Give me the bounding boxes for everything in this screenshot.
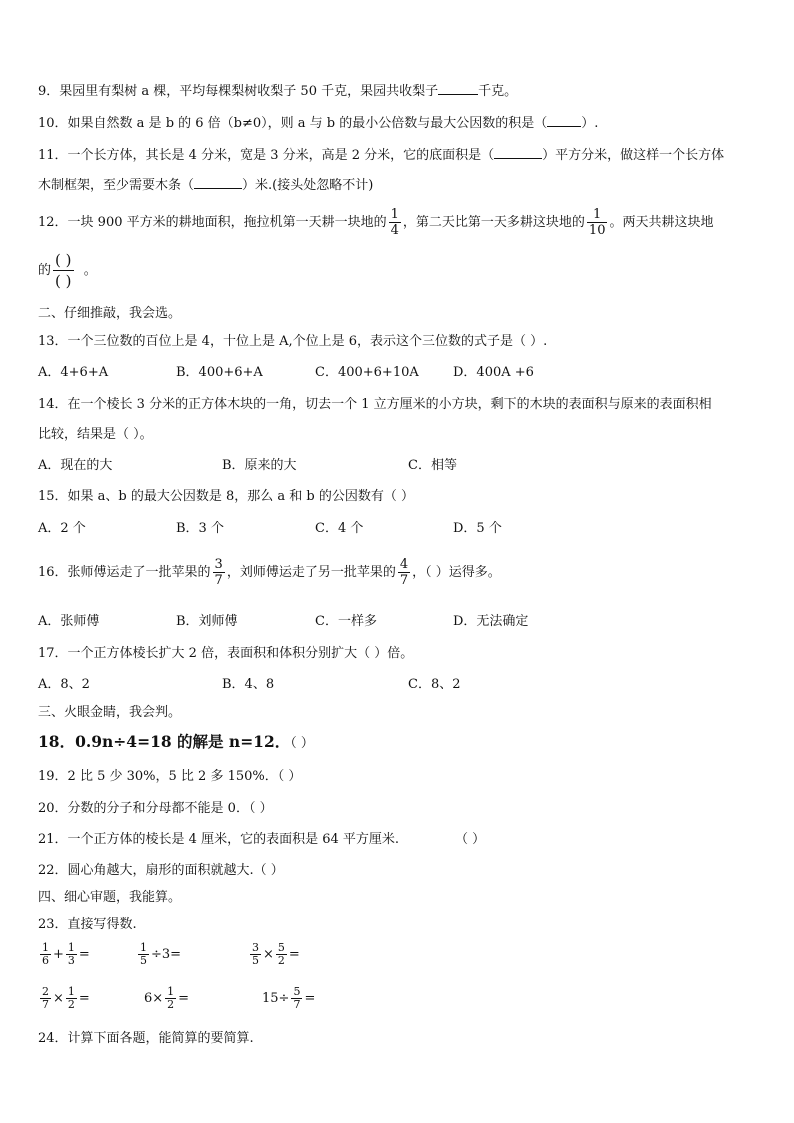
q15-option-b[interactable]: B．3 个 [176,521,224,536]
q12-text-1: 12．一块 900 平方米的耕地面积，拖拉机第一天耕一块地的 [38,215,387,230]
q16-option-b[interactable]: B．刘师傅 [176,614,238,629]
q16-option-c[interactable]: C．一样多 [315,614,377,629]
question-10 [38,114,598,133]
q12-text-3: 。两天共耕这块地 [609,215,714,230]
question-18 [38,731,314,755]
q11-text-1: 11．一个长方体，其长是 4 分米，宽是 3 分米，高是 2 分米，它的底面积是（ [38,148,495,163]
question-14: 14．在一个棱长 3 分米的正方体木块的一角，切去一个 1 立方厘米的小方块，剩下的木块的表面积与原来的表面积相 [38,397,712,412]
q14-option-b[interactable]: B．原来的大 [222,458,297,473]
fraction: $\frac{3}{7}$ [214,557,223,588]
q15-option-c[interactable]: C．4 个 [315,521,364,536]
q12-text-5: 。 [83,263,97,278]
calc-item-4: $\frac{2}{7}$ × $\frac{1}{2}$ = [42,985,90,1011]
fraction: $\frac{4}{7}$ [399,557,409,588]
answer-blank[interactable] [194,176,242,189]
q11-text-4: ）米.(接头处忽略不计) [242,178,374,193]
q16-option-a[interactable]: A．张师傅 [38,614,100,629]
q16-text-2: ，刘师傅运走了另一批苹果的 [226,565,396,580]
question-23: 23．直接写得数. [38,917,137,932]
q16-text-3: ，（ ）运得多。 [412,565,501,580]
answer-blank[interactable]: （ ） [290,736,314,751]
calc-item-6: 15÷ $\frac{5}{7}$ = [262,985,316,1011]
question-11-line2 [38,176,373,195]
q15-option-a[interactable]: A．2 个 [38,521,86,536]
question-17: 17．一个正方体棱长扩大 2 倍，表面积和体积分别扩大（ ）倍。 [38,646,414,661]
q12-text-2: ，第二天比第一天多耕这块地的 [402,215,585,230]
question-12-line2 [38,250,97,291]
q9-unit: 千克。 [478,84,518,99]
section-2-heading: 二、仔细推敲，我会选。 [38,306,182,321]
q17-option-b[interactable]: B．4、8 [222,677,275,692]
question-20: 20．分数的分子和分母都不能是 0．（ ） [38,801,273,816]
q13-option-d[interactable]: D．400A +6 [453,365,534,380]
q14-option-a[interactable]: A．现在的大 [38,458,113,473]
answer-blank[interactable] [494,146,542,159]
q9-text: 9．果园里有梨树 a 棵，平均每棵梨树收梨子 50 千克，果园共收梨子 [38,84,439,99]
q16-text-1: 16．张师傅运走了一批苹果的 [38,565,211,580]
q13-option-a[interactable]: A．4+6+A [38,365,109,380]
answer-blank[interactable] [547,114,581,127]
q15-option-d[interactable]: D．5 个 [453,521,502,536]
q11-text-2: ）平方分米，做这样一个长方体 [542,148,725,163]
section-3-heading: 三、火眼金睛，我会判。 [38,705,182,720]
calc-item-1: $\frac{1}{6}$ + $\frac{1}{3}$ = [42,941,90,967]
fraction: $\frac{1}{10}$ [588,207,606,238]
q11-text-3: 木制框架，至少需要木条（ [38,178,195,193]
answer-fraction-blank[interactable]: $\frac{( )}{( )}$ [55,251,72,290]
q14-option-c[interactable]: C．相等 [408,458,457,473]
question-11 [38,146,724,165]
question-15: 15．如果 a、b 的最大公因数是 8，那么 a 和 b 的公因数有（ ） [38,489,415,504]
section-4-heading: 四、细心审题，我能算。 [38,890,182,905]
q17-option-a[interactable]: A．8、2 [38,677,90,692]
calc-item-3: $\frac{3}{5}$ × $\frac{5}{2}$ = [252,941,300,967]
q12-text-4: 的 [38,263,52,278]
q17-option-c[interactable]: C．8、2 [408,677,461,692]
calc-item-5: 6× $\frac{1}{2}$ = [144,985,190,1011]
answer-blank[interactable] [438,82,478,95]
fraction: $\frac{1}{4}$ [390,207,399,238]
question-13: 13．一个三位数的百位上是 4，十位上是 A,个位上是 6，表示这个三位数的式子是（ ）. [38,334,548,349]
question-16 [38,556,501,590]
question-19: 19．2 比 5 少 30%，5 比 2 多 150%．（ ） [38,769,302,784]
q13-option-c[interactable]: C．400+6+10A [315,365,419,380]
q10-text: 10．如果自然数 a 是 b 的 6 倍（b≠0），则 a 与 b 的最小公倍数与最大公因数的积是（ [38,116,548,131]
q10-close: ）. [581,116,599,131]
question-9 [38,82,517,101]
question-22: 22．圆心角越大，扇形的面积就越大.（ ） [38,863,284,878]
question-21 [38,831,485,849]
question-24: 24．计算下面各题，能简算的要简算. [38,1031,254,1046]
q21-text: 21．一个正方体的棱长是 4 厘米，它的表面积是 64 平方厘米. [38,832,400,847]
calc-item-2: $\frac{1}{5}$ ÷3= [140,941,182,967]
question-14-line2: 比较，结果是（ ）。 [38,427,153,442]
q13-option-b[interactable]: B．400+6+A [176,365,263,380]
q18-text: 18．0.9n÷4=18 的解是 n=12． [38,732,291,751]
q16-option-d[interactable]: D．无法确定 [453,614,529,629]
question-12 [38,206,713,240]
answer-blank[interactable]: （ ） [455,832,486,847]
